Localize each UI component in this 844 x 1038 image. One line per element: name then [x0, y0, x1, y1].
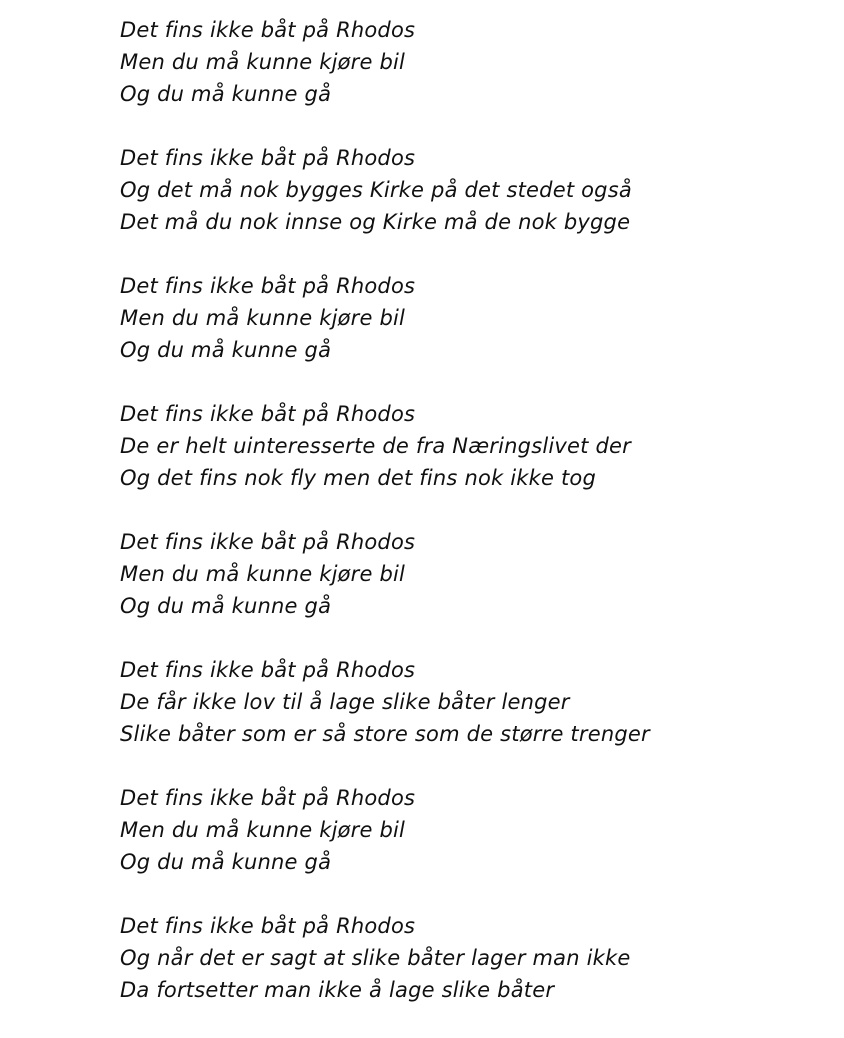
- lyric-line: Slike båter som er så store som de større trenger: [120, 722, 650, 746]
- stanza-8: [120, 910, 820, 1038]
- lyric-line: Det fins ikke båt på Rhodos: [120, 146, 416, 170]
- lyric-line: Det fins ikke båt på Rhodos: [120, 274, 416, 298]
- lyric-line: Og når det er sagt at slike båter lager man ikke: [120, 946, 631, 970]
- stanza-7: [120, 782, 820, 910]
- stanza-5: [120, 526, 820, 654]
- lyric-line: Men du må kunne kjøre bil: [120, 50, 406, 74]
- stanza-1: [120, 14, 820, 142]
- stanza-4: [120, 398, 820, 526]
- lyric-line: Og det må nok bygges Kirke på det stedet også: [120, 178, 632, 202]
- lyrics-document: [120, 14, 820, 1038]
- lyric-line: Og du må kunne gå: [120, 338, 332, 362]
- lyric-line: De får ikke lov til å lage slike båter lenger: [120, 690, 570, 714]
- stanza-6: [120, 654, 820, 782]
- lyric-line: Men du må kunne kjøre bil: [120, 306, 406, 330]
- stanza-3: [120, 270, 820, 398]
- lyric-line: Det fins ikke båt på Rhodos: [120, 786, 416, 810]
- lyric-line: Det fins ikke båt på Rhodos: [120, 402, 416, 426]
- lyric-line: Det fins ikke båt på Rhodos: [120, 18, 416, 42]
- lyric-line: Og du må kunne gå: [120, 850, 332, 874]
- lyric-line: Det fins ikke båt på Rhodos: [120, 658, 416, 682]
- lyric-line: Det må du nok innse og Kirke må de nok bygge: [120, 210, 631, 234]
- lyric-line: Det fins ikke båt på Rhodos: [120, 914, 416, 938]
- lyric-line: Og du må kunne gå: [120, 594, 332, 618]
- lyric-line: Det fins ikke båt på Rhodos: [120, 530, 416, 554]
- lyric-line: Men du må kunne kjøre bil: [120, 562, 406, 586]
- lyric-line: Men du må kunne kjøre bil: [120, 818, 406, 842]
- lyric-line: Og det fins nok fly men det fins nok ikke tog: [120, 466, 597, 490]
- stanza-2: [120, 142, 820, 270]
- lyric-line: Da fortsetter man ikke å lage slike båter: [120, 978, 555, 1002]
- lyric-line: Og du må kunne gå: [120, 82, 332, 106]
- lyric-line: De er helt uinteresserte de fra Næringslivet der: [120, 434, 631, 458]
